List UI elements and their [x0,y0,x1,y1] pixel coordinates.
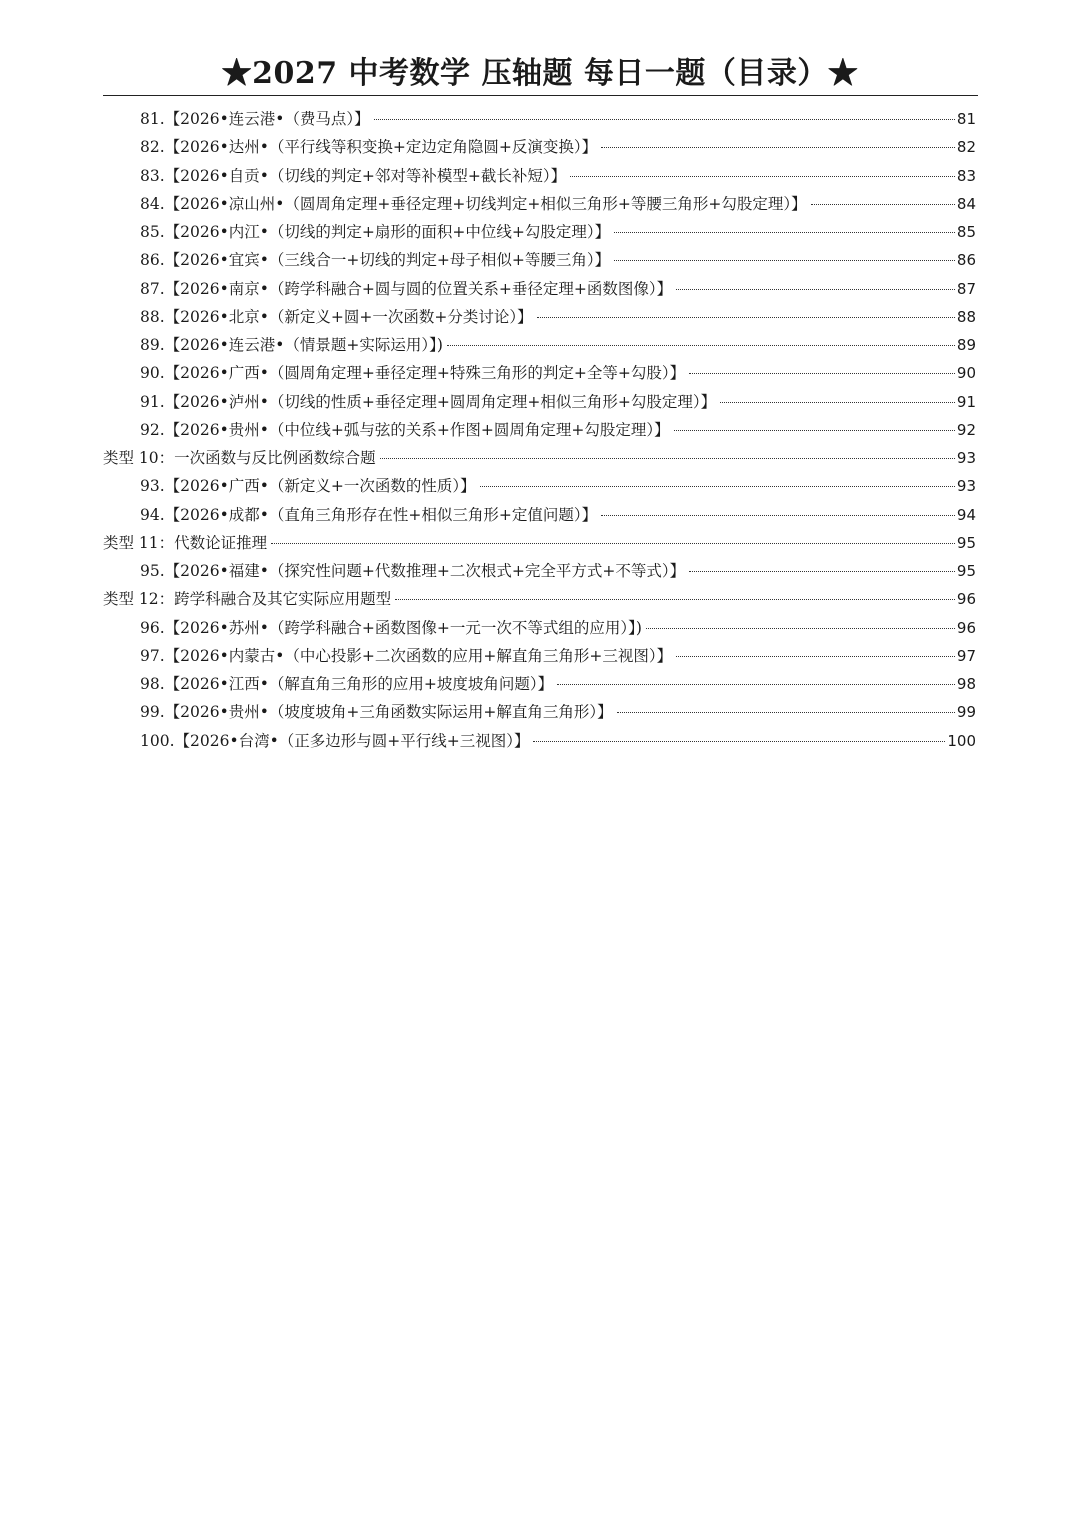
toc-page-number: 81 [956,110,976,128]
toc-entry-title: 【2026•广西•（新定义+一次函数的性质）】 [164,477,476,496]
toc-entry-title: 【2026•内蒙古•（中心投影+二次函数的应用+解直角三角形+三视图）】 [164,646,673,665]
page-title: ★2027 中考数学 压轴题 每日一题（目录）★ [221,56,859,91]
toc-page-number: 92 [956,420,976,439]
toc-entry-title: 【2026•达州•（平行线等积变换+定边定角隐圆+反演变换）】 [164,138,598,157]
toc-entry-title: 类型 12：跨学科融合及其它实际应用题型 [103,590,392,609]
toc-entry[interactable] [140,416,976,444]
dot-leader [614,232,955,233]
toc-entry-title: 类型 10：一次函数与反比例函数综合题 [103,449,376,467]
toc-entry[interactable] [140,670,976,698]
toc-section-heading[interactable] [103,529,976,557]
toc-entry-title: 【2026•凉山州•（圆周角定理+垂径定理+切线判定+相似三角形+等腰三角形+勾股定理）】 [164,194,807,213]
toc-entry-title: 【2026•福建•（探究性问题+代数推理+二次根式+完全平方式+不等式）】 [164,562,686,580]
toc-entry-number: 83. [140,166,165,185]
toc-entry[interactable] [140,698,976,726]
dot-leader [646,628,955,629]
toc-page-number: 89 [956,336,976,354]
toc-entry[interactable] [140,501,976,529]
toc-entry-number: 95. [140,562,165,580]
toc-entry-number: 99. [140,703,165,722]
toc-entry-number: 94. [140,505,165,524]
dot-leader [537,317,955,318]
toc-page-number: 95 [956,562,976,580]
toc-entry-title: 【2026•江西•（解直角三角形的应用+坡度坡角问题）】 [164,675,554,693]
dot-leader [601,147,955,148]
toc-entry-title: 【2026•自贡•（切线的判定+邻对等补模型+截长补短）】 [164,166,567,185]
toc-page-number: 83 [956,166,976,185]
dot-leader [676,656,955,657]
dot-leader [557,684,955,685]
dot-leader [689,373,955,374]
toc-entry-title: 类型 11：代数论证推理 [103,533,268,552]
dot-leader [480,486,955,487]
dot-leader [601,515,955,516]
toc-page-number: 91 [956,392,976,411]
toc-page-number: 87 [956,279,976,298]
toc-entry-number: 86. [140,251,165,270]
toc-entry[interactable] [140,331,976,359]
toc-entry[interactable] [140,246,976,274]
toc-entry-title: 【2026•贵州•（中位线+弧与弦的关系+作图+圆周角定理+勾股定理）】 [164,420,670,439]
toc-entry[interactable] [140,190,976,218]
title-underline [103,95,978,96]
toc-entry[interactable] [140,388,976,416]
toc-section-heading[interactable] [103,585,976,613]
dot-leader [617,712,955,713]
toc-page-number: 98 [956,675,976,693]
dot-leader [533,741,945,742]
toc-entry-title: 【2026•连云港•（情景题+实际运用）】) [164,336,443,354]
dot-leader [689,571,955,572]
toc-page-number: 95 [956,533,976,552]
toc-entry[interactable] [140,303,976,331]
toc-page-number: 94 [956,505,976,524]
toc-entry-title: 【2026•连云港•（费马点）】 [164,110,370,128]
toc-entry-title: 【2026•台湾•（正多边形与圆+平行线+三视图）】 [174,731,530,750]
toc-entry-title: 【2026•成都•（直角三角形存在性+相似三角形+定值问题）】 [164,505,598,524]
toc-entry-title: 【2026•南京•（跨学科融合+圆与圆的位置关系+垂径定理+函数图像）】 [164,279,673,298]
dot-leader [811,204,955,205]
toc-entry-number: 89. [140,336,165,354]
toc-page-number: 88 [956,307,976,326]
dot-leader [570,176,955,177]
toc-entry-number: 98. [140,675,165,693]
toc-entry-title: 【2026•泸州•（切线的性质+垂径定理+圆周角定理+相似三角形+勾股定理）】 [164,392,717,411]
toc-entry-number: 97. [140,646,165,665]
toc-entry[interactable] [140,162,976,190]
toc-entry[interactable] [140,472,976,500]
toc-entry-number: 87. [140,279,165,298]
dot-leader [614,260,955,261]
toc-entry[interactable] [140,105,976,133]
toc-page-number: 93 [956,449,976,467]
toc-entry[interactable] [140,275,976,303]
toc-entry-number: 81. [140,110,165,128]
toc-entry-title: 【2026•贵州•（坡度坡角+三角函数实际运用+解直角三角形）】 [164,703,613,722]
toc-entry-number: 91. [140,392,165,411]
toc-page-number: 99 [956,703,976,722]
toc-entry[interactable] [140,359,976,387]
toc-entry-number: 84. [140,194,165,213]
toc-entry[interactable] [140,727,976,755]
toc-page-number: 90 [956,364,976,383]
toc-page-number: 96 [956,590,976,609]
toc-page-number: 86 [956,251,976,270]
toc-entry-number: 100. [140,731,175,750]
toc-page-number: 96 [956,618,976,637]
toc-entry-number: 90. [140,364,165,383]
toc-entry-title: 【2026•苏州•（跨学科融合+函数图像+一元一次不等式组的应用）】) [164,618,642,637]
dot-leader [720,402,955,403]
toc-entry-number: 88. [140,307,165,326]
toc-entry-title: 【2026•北京•（新定义+圆+一次函数+分类讨论）】 [164,307,533,326]
dot-leader [447,345,955,346]
toc-entry-title: 【2026•宜宾•（三线合一+切线的判定+母子相似+等腰三角）】 [164,251,611,270]
toc-entry-number: 85. [140,223,165,241]
dot-leader [380,458,955,459]
toc-entry[interactable] [140,642,976,670]
dot-leader [674,430,955,431]
dot-leader [395,599,955,600]
toc-entry-number: 82. [140,138,165,157]
toc-entry-number: 92. [140,420,165,439]
toc-entry[interactable] [140,557,976,585]
toc-entry-title: 【2026•广西•（圆周角定理+垂径定理+特殊三角形的判定+全等+勾股）】 [164,364,686,383]
toc-entry-number: 93. [140,477,165,496]
toc-page-number: 93 [956,477,976,496]
dot-leader [676,289,955,290]
dot-leader [374,119,955,120]
toc-page-number: 97 [956,646,976,665]
toc-page-number: 84 [956,194,976,213]
toc-page-number: 82 [956,138,976,157]
toc-entry-title: 【2026•内江•（切线的判定+扇形的面积+中位线+勾股定理）】 [164,223,611,241]
toc-entry[interactable] [140,133,976,161]
toc-page-number: 85 [956,223,976,241]
dot-leader [271,543,955,544]
toc-entry[interactable] [140,614,976,642]
toc-entry-number: 96. [140,618,165,637]
toc-section-heading[interactable] [103,444,976,472]
toc-entry[interactable] [140,218,976,246]
toc-page-number: 100 [947,731,976,750]
